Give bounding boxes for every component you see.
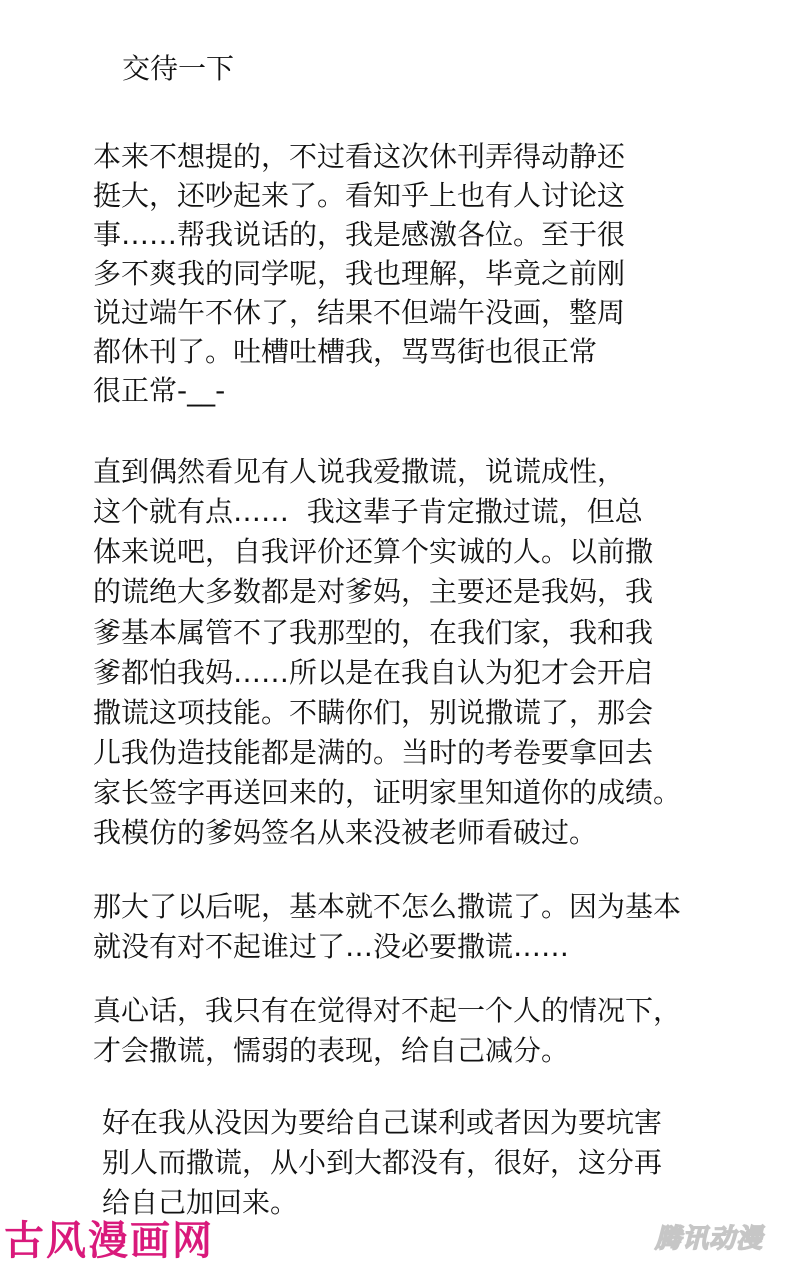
- text-line: 好在我从没因为要给自己谋利或者因为要坑害: [102, 1106, 663, 1139]
- text-line: 爹基本属管不了我那型的，在我们家，我和我: [93, 616, 654, 649]
- text-line: 儿我伪造技能都是满的。当时的考卷要拿回去: [93, 736, 654, 769]
- text-line: 多不爽我的同学呢，我也理解，毕竟之前刚: [93, 257, 626, 290]
- text-line: 那大了以后呢，基本就不怎么撒谎了。因为基本: [93, 890, 682, 923]
- text-line: 这个就有点…… 我这辈子肯定撒过谎，但总: [93, 495, 643, 528]
- text-line: 很正常-__-: [93, 374, 226, 407]
- text-line: 才会撒谎，懦弱的表现，给自己减分。: [93, 1034, 570, 1067]
- text-line: 爹都怕我妈……所以是在我自认为犯才会开启: [93, 656, 654, 689]
- text-line: 撒谎这项技能。不瞒你们，别说撒谎了，那会: [93, 696, 654, 729]
- text-line: 给自己加回来。: [102, 1186, 299, 1219]
- watermark-logo-left: 古风漫画网: [4, 1218, 214, 1264]
- watermark-logo-right: 腾讯动漫: [655, 1224, 764, 1254]
- text-line: 家长签字再送回来的，证明家里知道你的成绩。: [93, 776, 682, 809]
- text-line: 本来不想提的，不过看这次休刊弄得动静还: [93, 140, 626, 173]
- text-line: 真心话，我只有在觉得对不起一个人的情况下，: [93, 994, 682, 1027]
- text-line: 直到偶然看见有人说我爱撒谎，说谎成性，: [93, 455, 626, 488]
- text-line: 别人而撒谎，从小到大都没有，很好，这分再: [102, 1146, 663, 1179]
- text-line: 就没有对不起谁过了…没必要撒谎……: [93, 930, 570, 963]
- text-line: 我模仿的爹妈签名从来没被老师看破过。: [93, 816, 598, 849]
- text-line: 事……帮我说话的，我是感激各位。至于很: [93, 218, 626, 251]
- text-line: 体来说吧，自我评价还算个实诚的人。以前撒: [93, 535, 654, 568]
- text-line: 都休刊了。吐槽吐槽我，骂骂街也很正常: [93, 335, 598, 368]
- page-title: 交待一下: [122, 52, 235, 85]
- text-line: 说过端午不休了，结果不但端午没画，整周: [93, 296, 626, 329]
- text-line: 的谎绝大多数都是对爹妈，主要还是我妈，我: [93, 575, 654, 608]
- text-line: 挺大，还吵起来了。看知乎上也有人讨论这: [93, 179, 626, 212]
